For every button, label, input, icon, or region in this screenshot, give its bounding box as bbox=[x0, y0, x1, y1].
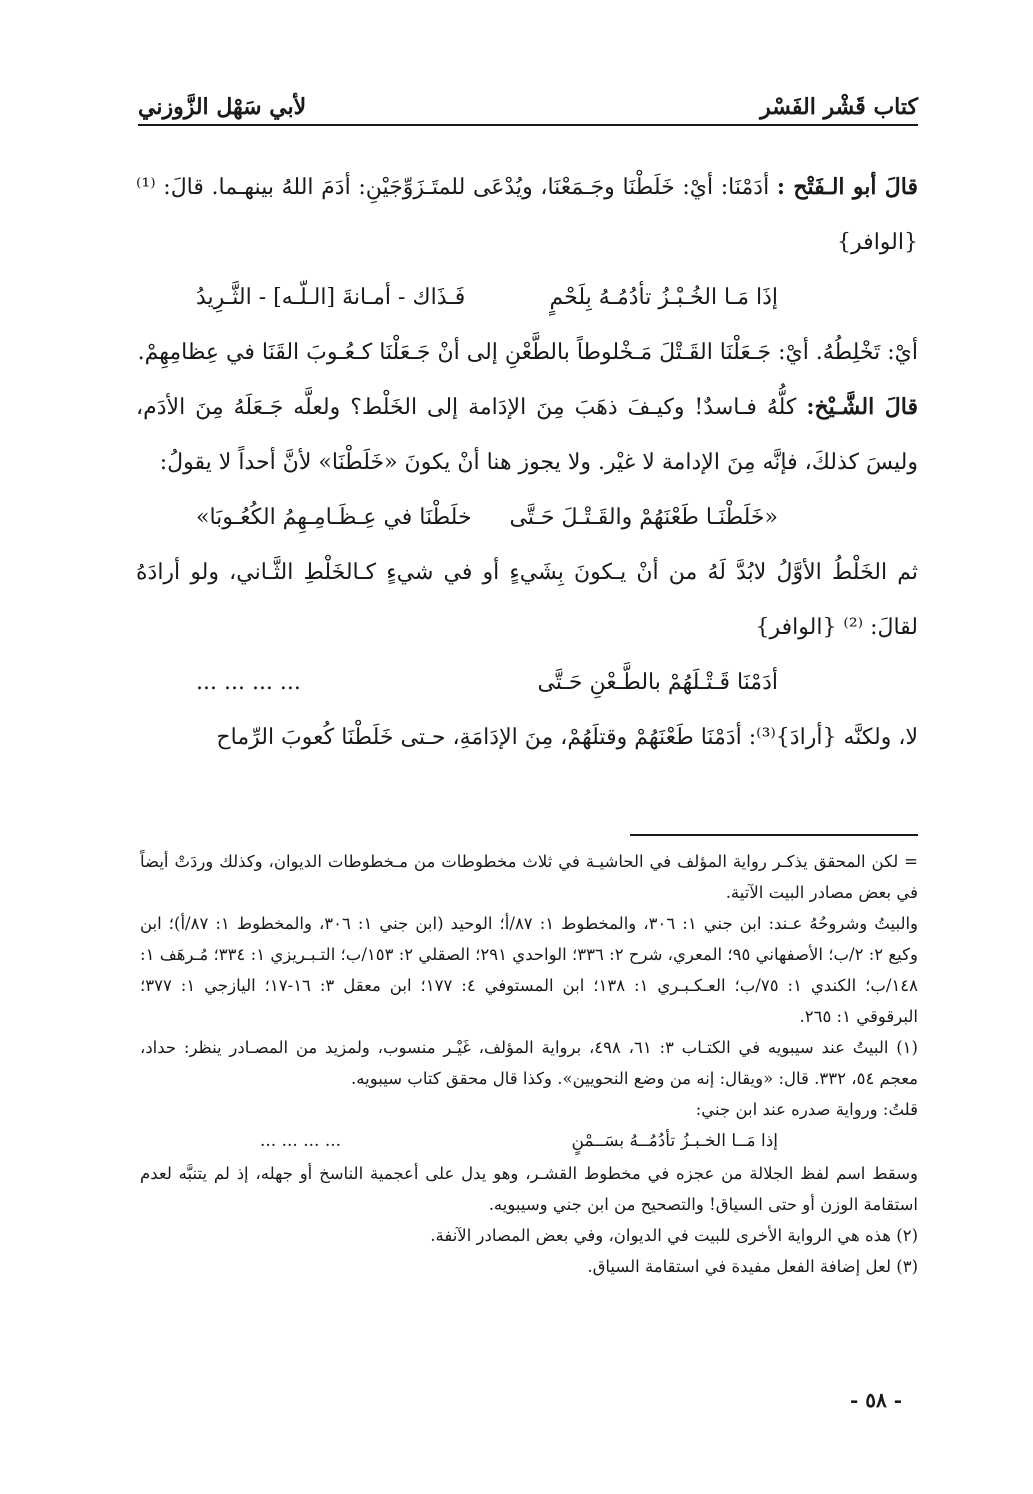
paragraph-text: كلُّهُ فـاسدٌ! وكيـفَ ذهَبَ مِنَ الإدَامة إلى الخَلْط؟ ولعلَّه جَـعَلَهُ مِنَ الأدَم، وليسَ كذلكَ، فإنَّه مِنَ الإدامة لا غيْر. ولا يجوز هنا أنْ يكونَ «خَلَطْنَا» لأنَّ أحداً لا يقولُ: bbox=[136, 395, 918, 475]
verse-hemistich-second: فَـذَاك - أمـانةَ [الـلّـه] - الثَّـرِيدُ bbox=[196, 285, 466, 310]
header-author: لأبي سَهْل الزَّوزني bbox=[138, 94, 307, 120]
verse-2 bbox=[136, 490, 918, 545]
paragraph-3 bbox=[136, 380, 918, 490]
header-book-title: كتاب قَشْر الفَسْر bbox=[760, 94, 918, 120]
footnotes bbox=[140, 846, 918, 1282]
verse-hemistich-second: ... ... ... ... bbox=[260, 1131, 342, 1151]
running-header bbox=[138, 80, 918, 120]
verse-hemistich-first: إذَا مَـا الخُـبْـزُ تأدُمُـهُ بِلَحْمٍ bbox=[549, 285, 778, 310]
paragraph-2: أيْ: تَخْلِطُهُ. أيْ: جَـعَلْنَا القَـتْلَ مَـخْلوطاً بالطَّعْنِ إلى أنْ جَـعَلْنَا كـعُـوبَ القَنَا في عِظامِهِمْ. bbox=[137, 340, 918, 365]
footnote-1-comment: وسقط اسم لفظ الجلالة من عجزه في مخطوط القشـر، وهو يدل على أعجمية الناسخ أو جهله، إذ لم يتنبَّه لعدم استقامة الوزن أو حتى السياق! والتصحيح من ابن جني وسيبويه. bbox=[140, 1164, 918, 1214]
verse-3 bbox=[136, 655, 918, 710]
verse-hemistich-first: إذا مَــا الخـبـزُ تأدُمُــهُ بسَــمْنٍ bbox=[571, 1131, 778, 1151]
speaker-label: قالَ الشَّـيْخ: bbox=[806, 394, 918, 420]
verse-hemistich-first: أدَمْنَا قَـتْـلَهُمْ بالطَّـعْنِ حَـتَّى bbox=[537, 670, 778, 695]
verse-hemistich-first: «خَلَطْنَـا طَعْنَهُمْ والقَـتْـلَ حَـتَّى bbox=[509, 505, 778, 530]
paragraph-1 bbox=[136, 160, 918, 270]
footnote-1: (١) البيتُ عند سيبويه في الكتـاب ٣: ٦١، ٤٩٨، برواية المؤلف، غَيْـر منسوب، ولمزيد من المصـادر ينظر: حداد، معجم ٥٤، ٣٣٢. قال: «ويقال: إنه من وضع النحويين». وكذا قال محقق كتاب سيبويه. bbox=[140, 1038, 918, 1088]
footnote-sources: والبيتُ وشروحُهُ عـند: ابن جني ١: ٣٠٦، والمخطوط ١: ٨٧/أ؛ الوحيد (ابن جني ١: ٣٠٦، والمخطوط ١: ٨٧/أ)؛ ابن وكيع ٢: ٢/ب؛ الأصفهاني ٩٥؛ المعري، شرح ٢: ٣٣٦؛ الواحدي ٢٩١؛ الصقلي ٢: ١٥٣/ب؛ التـبـريزي ١: ٣٣٤؛ مُـرهَف ١: ١٤٨/ب؛ الكندي ١: ٧٥/ب؛ العـكـبـري ١: ١٣٨؛ ابن المستوفي ٤: ١٧٧؛ ابن معقل ٣: ١٦-١٧؛ اليازجي ١: ٣٧٧؛ البرقوقي ١: ٢٦٥. bbox=[140, 914, 919, 1026]
footnote-divider bbox=[630, 834, 918, 836]
paragraph-5: لا، ولكنَّه {أرادَ}⁽³⁾: أدَمْنَا طَعْنَهُمْ وقتلَهُمْ، مِنَ الإدَامَةِ، حـتى خَلَطْنَا كُعوبَ الرِّماح bbox=[216, 725, 918, 750]
footnote-1-verse bbox=[140, 1125, 918, 1158]
page-number: - ٥٨ - bbox=[849, 1388, 902, 1412]
footnote-3: (٣) لعل إضافة الفعل مفيدة في استقامة السياق. bbox=[587, 1257, 918, 1276]
verse-1 bbox=[136, 270, 918, 325]
footnote-continued: = لكن المحقق يذكـر رواية المؤلف في الحاشيـة في ثلاث مخطوطات من مـخطوطات الديوان، وكذلك وردَتْ أيضاً في بعض مصادر البيت الآتية. bbox=[140, 852, 918, 902]
paragraph-4: ثم الخَلْطُ الأوَّلُ لابُدَّ لَهُ من أنْ يـكونَ بِشَيءٍ أو في شيءٍ كـالخَلْطِ الثَّـاني، ولو أرادَهُ لقالَ: ⁽²⁾ {الوافر} bbox=[136, 560, 918, 640]
paragraph-text: أدَمْنَا: أيْ: خَلَطْنَا وجَـمَعْنَا، ويُدْعَى للمتَـزَوِّجَيْنِ: أدَمَ اللهُ بينهـما. قالَ: ⁽¹⁾ {الوافر} bbox=[136, 175, 918, 255]
header-divider bbox=[138, 124, 918, 126]
main-text bbox=[136, 160, 918, 765]
speaker-label: قالَ أبو الـفَتْح : bbox=[776, 174, 918, 200]
footnote-1-note: قلتُ: ورواية صدره عند ابن جني: bbox=[695, 1100, 918, 1119]
verse-hemistich-second: خلَطْنَا في عِـظَـامِـهِمُ الكُعُـوبَا» bbox=[196, 505, 472, 530]
verse-hemistich-second: ... ... ... ... bbox=[196, 670, 301, 695]
footnote-2: (٢) هذه هي الرواية الأخرى للبيت في الديوان، وفي بعض المصادر الآنفة. bbox=[430, 1226, 918, 1245]
